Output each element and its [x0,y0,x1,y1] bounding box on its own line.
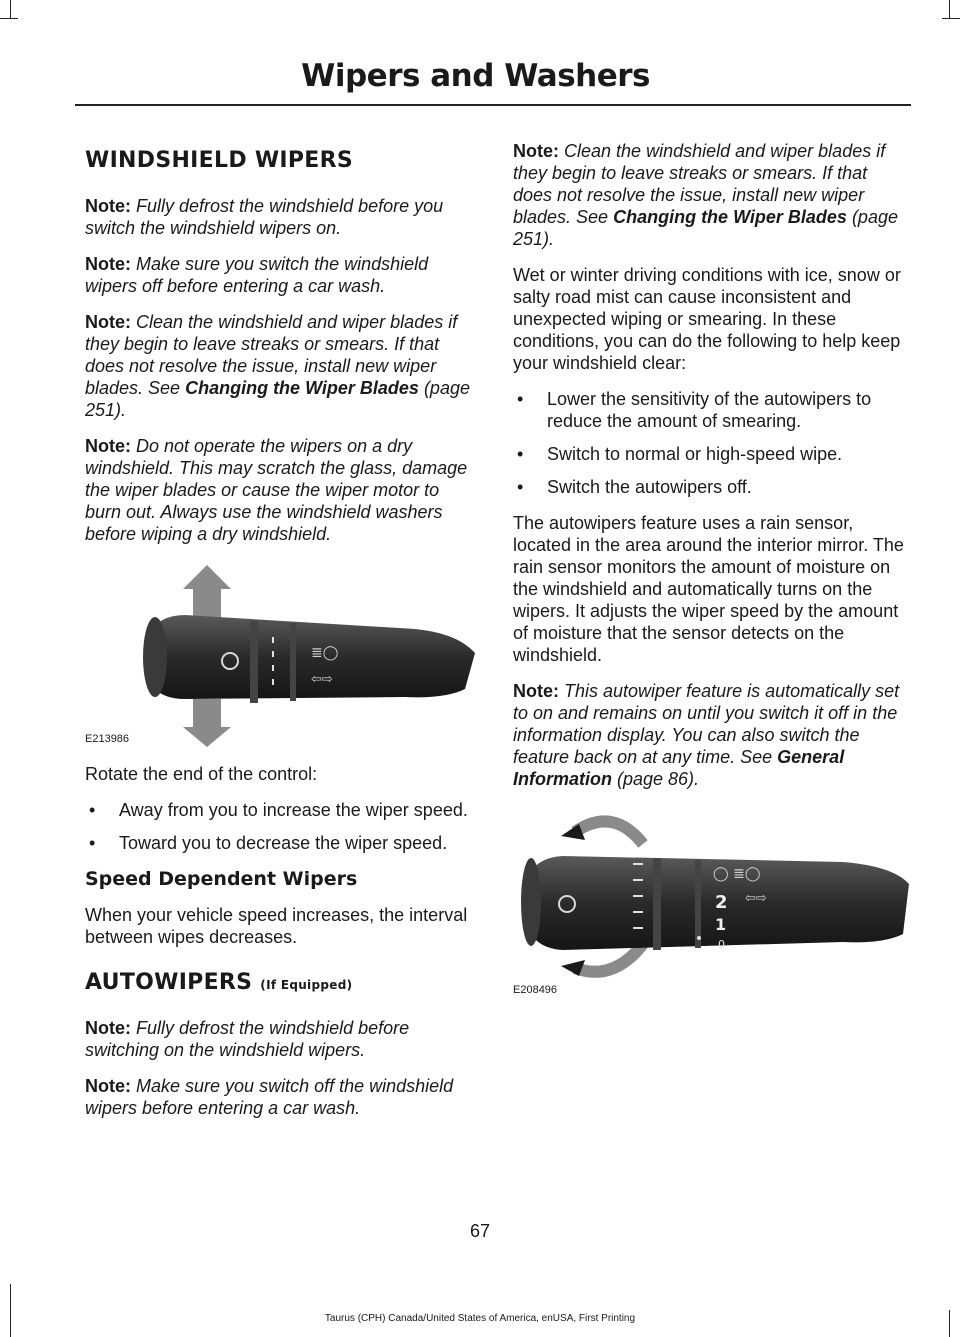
note-paragraph: Note: Make sure you switch off the windshield wipers before entering a car wash. [85,1076,454,1118]
list-item: • Toward you to decrease the wiper speed. [85,832,477,854]
list-item: • Away from you to increase the wiper speed. [85,799,477,821]
crop-mark [949,0,950,18]
list-item: • Lower the sensitivity of the autowipers to reduce the amount of smearing. [513,388,909,432]
list-item: • Switch to normal or high-speed wipe. [513,443,909,465]
crop-mark [10,0,11,18]
speed-paragraph: When your vehicle speed increases, the interval between wipes decreases. [85,905,468,947]
svg-text:⇦⇨: ⇦⇨ [745,891,767,906]
page-number: 67 [469,1221,491,1241]
note-paragraph: Note: Fully defrost the windshield before switching on the windshield wipers. [85,1018,410,1060]
right-column [513,140,909,1014]
header-divider [75,104,911,106]
svg-text:2: 2 [715,892,728,913]
wet-conditions-list [513,388,909,498]
cross-reference-link[interactable]: Changing the Wiper Blades [613,207,847,227]
crop-mark [10,1284,11,1337]
page-title: Wipers and Washers [301,58,650,94]
cross-reference-link[interactable]: General Information [513,747,845,789]
rotate-intro: Rotate the end of the control: [85,764,318,784]
subheading-speed-dependent-wipers: Speed Dependent Wipers [85,868,358,890]
note-paragraph: Note: This autowiper feature is automatically set to on and remains on until you switch it off in the information display. You can also switch the feature back on at any time. See General Information (page 86). [513,681,900,789]
rain-sensor-paragraph: The autowipers feature uses a rain sensor, located in the area around the interior mirror. The rain sensor monitors the amount of moisture on the windshield and automatically turns on the wipers. It adjusts the wiper speed by the amount of moisture that the sensor detects on the windshield. [513,513,904,665]
note-paragraph: Note: Fully defrost the windshield before you switch the windshield wipers on. [85,196,444,238]
footer-text: Taurus (CPH) Canada/United States of America, enUSA, First Printing [324,1313,636,1324]
note-paragraph: Note: Make sure you switch the windshield wipers off before entering a car wash. [85,254,429,296]
cross-reference-link[interactable]: Changing the Wiper Blades [185,378,419,398]
section-heading-autowipers: AUTOWIPERS (If Equipped) [85,970,353,995]
note-paragraph: Note: Clean the windshield and wiper blades if they begin to leave streaks or smears. If that does not resolve the issue, install new wiper blades. See Changing the Wiper Blades (page 251). [513,141,898,249]
svg-text:0: 0 [718,938,725,951]
svg-text:◯ ≣◯: ◯ ≣◯ [713,866,761,882]
left-column [85,140,477,1133]
note-paragraph: Note: Clean the windshield and wiper blades if they begin to leave streaks or smears. If that does not resolve the issue, install new wiper blades. See Changing the Wiper Blades (page 251). [85,312,470,420]
autowiper-stalk-illustration [513,804,909,1000]
crop-mark [942,18,960,19]
note-paragraph: Note: Do not operate the wipers on a dry windshield. This may scratch the glass, damage the wiper blades or cause the wiper motor to burn out. Always use the windshield washers before wiping a dry windshield. [85,436,468,544]
crop-mark [0,18,18,19]
svg-text:≣◯: ≣◯ [311,645,339,661]
wiper-stalk-illustration [85,559,477,749]
figure-code: E213986 [85,733,130,745]
figure-autowiper-stalk [513,804,909,1000]
figure-code: E208496 [513,984,558,996]
svg-text:⇦⇨: ⇦⇨ [311,672,333,687]
figure-wiper-stalk-rotate [85,559,477,749]
section-heading-windshield-wipers: WINDSHIELD WIPERS [85,148,354,173]
list-item: • Switch the autowipers off. [513,476,909,498]
rotate-list [85,799,477,854]
wet-conditions-paragraph: Wet or winter driving conditions with ice, snow or salty road mist can cause inconsistent and unexpected wiping or smearing. In these conditions, you can do the following to help keep your windshield clear: [513,265,901,373]
svg-text:1: 1 [715,915,727,934]
